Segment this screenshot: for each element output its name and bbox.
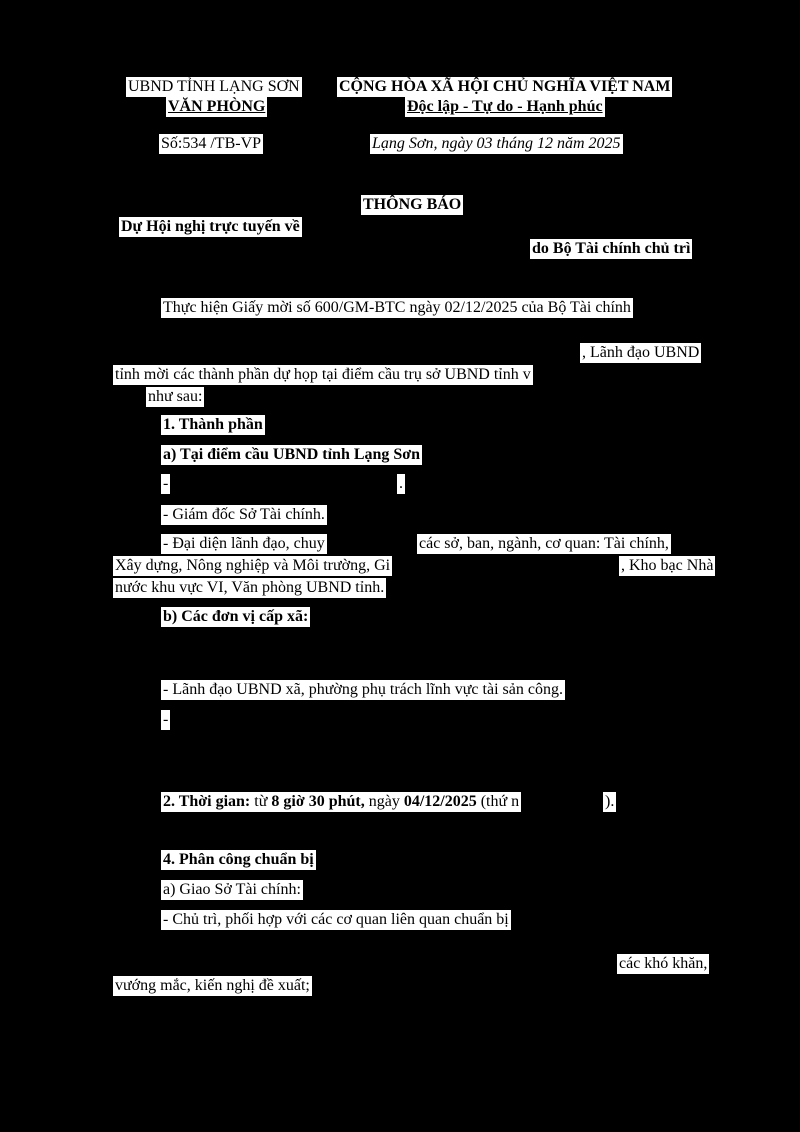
national-motto: CỘNG HÒA XÃ HỘI CHỦ NGHĨA VIỆT NAM bbox=[339, 78, 671, 95]
section-4a-item1-line3: vướng mắc, kiến nghị đề xuất; bbox=[115, 977, 310, 994]
section-2-time bbox=[161, 792, 521, 812]
document-title: THÔNG BÁO bbox=[363, 196, 462, 213]
intro-line3: tỉnh mời các thành phần dự họp tại điểm cầu trụ sở UBND tỉnh v bbox=[115, 366, 531, 383]
section-4a-item1: - Chủ trì, phối hợp với các cơ quan liên quan chuẩn bị bbox=[163, 911, 509, 928]
section-1a-title: a) Tại điểm cầu UBND tỉnh Lạng Sơn bbox=[163, 446, 421, 463]
section-4a-item1-line2: các khó khăn, bbox=[619, 955, 708, 972]
intro-line4: như sau: bbox=[148, 388, 203, 405]
section-4-title: 4. Phân công chuẩn bị bbox=[163, 851, 314, 868]
time-day: ngày bbox=[364, 793, 404, 810]
section-1a-item3-line2b: , Kho bạc Nhà bbox=[621, 557, 714, 574]
section-1a-item2: - Giám đốc Sở Tài chính. bbox=[163, 506, 325, 523]
section-1b-title: b) Các đơn vị cấp xã: bbox=[163, 608, 309, 625]
section-1a-item3-part1: - Đại diện lãnh đạo, chuy bbox=[163, 535, 325, 552]
section-2-end: ). bbox=[605, 793, 615, 810]
place-and-date: Lạng Sơn, ngày 03 tháng 12 năm 2025 bbox=[372, 135, 621, 152]
intro-line2: , Lãnh đạo UBND bbox=[582, 344, 700, 361]
section-4a-title: a) Giao Sở Tài chính: bbox=[163, 881, 301, 898]
section-1a-item1-end: . bbox=[399, 475, 403, 492]
weekday: (thứ n bbox=[476, 793, 520, 810]
issuing-authority: UBND TỈNH LẠNG SƠN bbox=[128, 78, 300, 95]
section-1a-item3-part2: các sở, ban, ngành, cơ quan: Tài chính, bbox=[419, 535, 669, 552]
document-number: Số:534 /TB-VP bbox=[161, 135, 262, 152]
section-1b-item2: - bbox=[163, 711, 169, 728]
time-from: từ bbox=[250, 793, 272, 810]
section-1-title: 1. Thành phần bbox=[163, 416, 263, 433]
section-1a-item3-line2a: Xây dựng, Nông nghiệp và Môi trường, Gi bbox=[115, 557, 391, 574]
issuing-office: VĂN PHÒNG bbox=[168, 98, 266, 115]
section-1a-item3-line3: nước khu vực VI, Văn phòng UBND tỉnh. bbox=[115, 579, 385, 596]
start-time: 8 giờ 30 phút, bbox=[271, 793, 365, 810]
time-label: 2. Thời gian: bbox=[163, 793, 251, 810]
section-1a-item1-start: - bbox=[163, 475, 169, 492]
section-1b-item1: - Lãnh đạo UBND xã, phường phụ trách lĩnh vực tài sản công. bbox=[163, 681, 563, 698]
document-subtitle-line1: Dự Hội nghị trực tuyến về bbox=[121, 218, 300, 235]
national-slogan: Độc lập - Tự do - Hạnh phúc bbox=[407, 98, 603, 115]
document-subtitle-line2: do Bộ Tài chính chủ trì bbox=[532, 240, 691, 257]
meeting-date: 04/12/2025 bbox=[403, 793, 477, 810]
intro-line1: Thực hiện Giấy mời số 600/GM-BTC ngày 02/12/2025 của Bộ Tài chính bbox=[163, 299, 631, 316]
